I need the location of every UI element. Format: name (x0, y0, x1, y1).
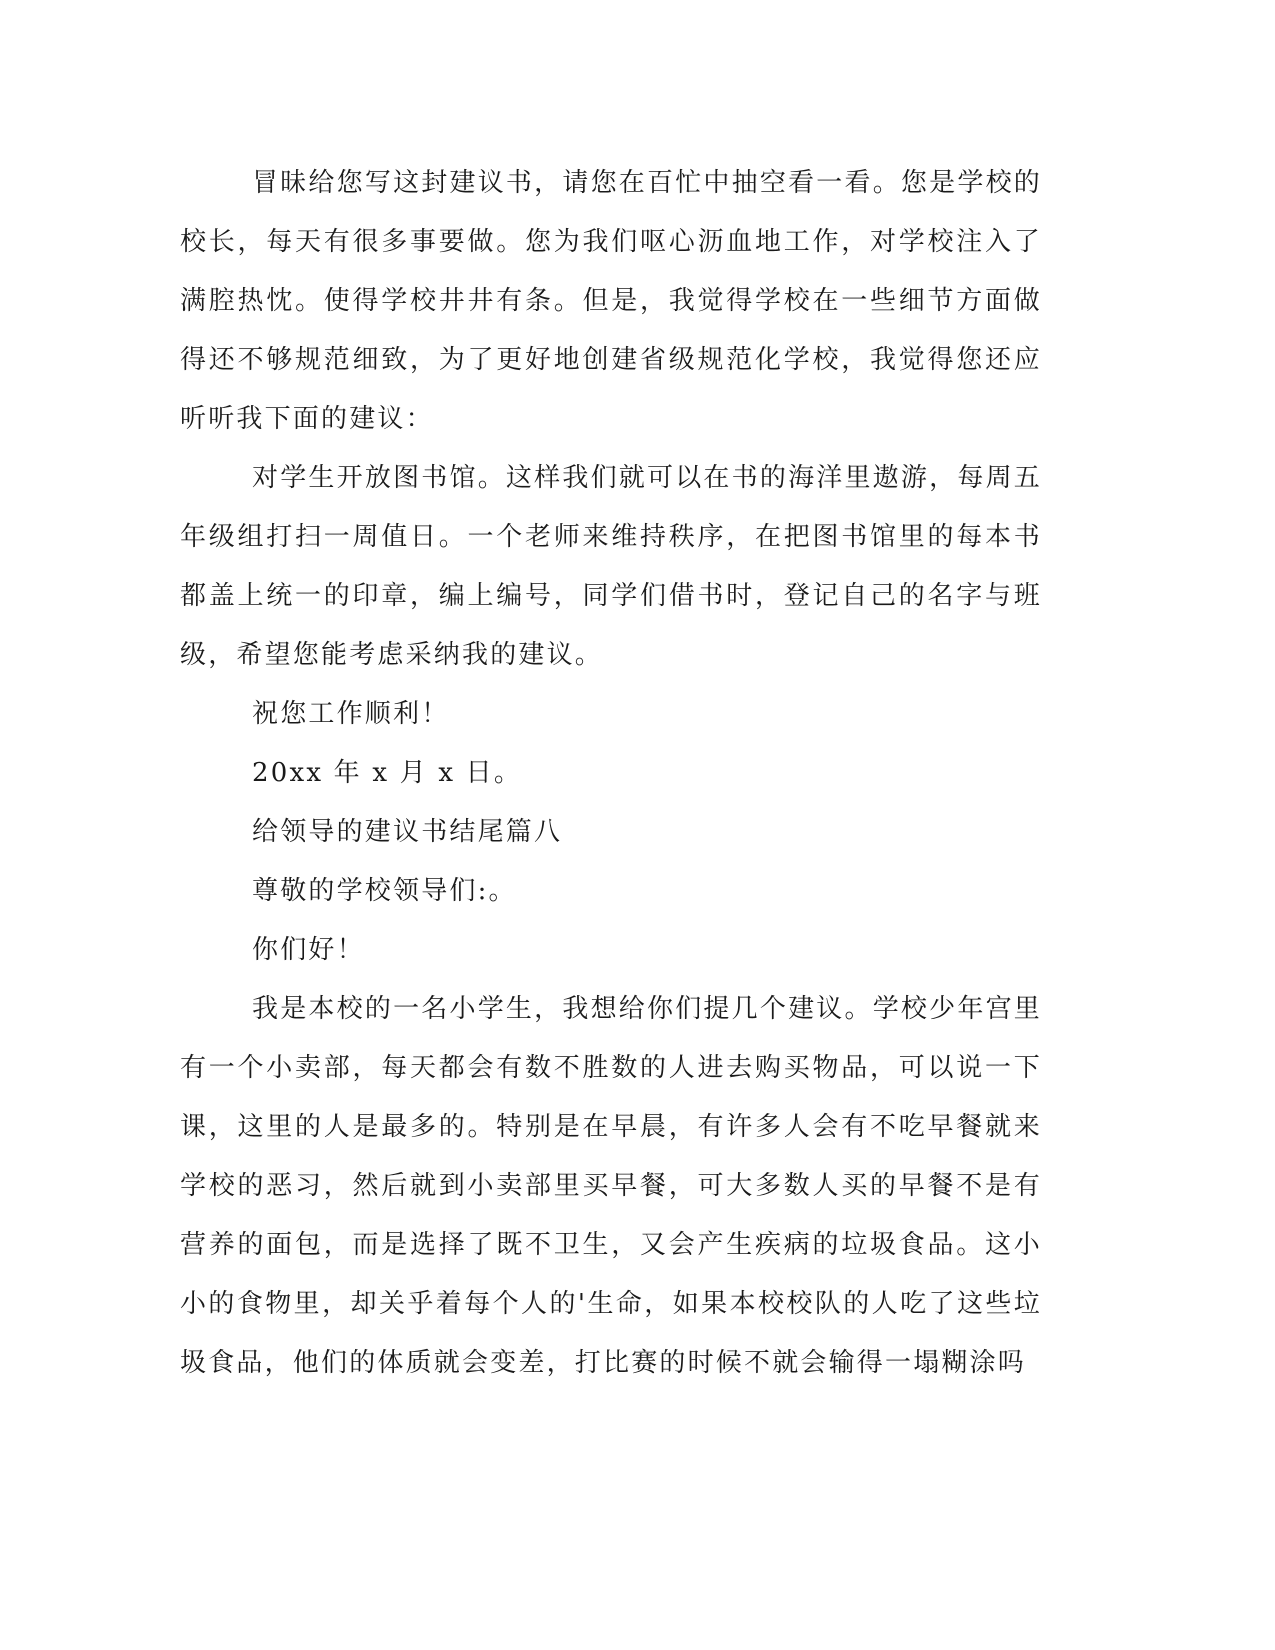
body-paragraph: 冒昧给您写这封建议书，请您在百忙中抽空看一看。您是学校的校长，每天有很多事要做。您为我们呕心沥血地工作，对学校注入了满腔热忱。使得学校井井有条。但是，我觉得学校在一些细节方面做得还不够规范细致，为了更好地创建省级规范化学校，我觉得您还应听听我下面的建议： (180, 168, 1042, 434)
closing-line: 祝您工作顺利！ (252, 699, 450, 729)
body-paragraph: 我是本校的一名小学生，我想给你们提几个建议。学校少年宫里有一个小卖部，每天都会有数不胜数的人进去购买物品，可以说一下课，这里的人是最多的。特别是在早晨，有许多人会有不吃早餐就来学校的恶习，然后就到小卖部里买早餐，可大多数人买的早餐不是有营养的面包，而是选择了既不卫生，又会产生疾病的垃圾食品。这小小的食物里，却关乎着每个人的'生命，如果本校校队的人吃了这些垃圾食品，他们的体质就会变差，打比赛的时候不就会输得一塌糊涂吗 (180, 994, 1042, 1378)
salutation-line: 尊敬的学校领导们:。 (252, 876, 517, 906)
section-title: 给领导的建议书结尾篇八 (252, 817, 563, 847)
greeting-line: 你们好！ (252, 935, 365, 965)
date-line: 20xx 年 x 月 x 日。 (252, 758, 523, 788)
document-body (180, 154, 1042, 1393)
body-paragraph: 对学生开放图书馆。这样我们就可以在书的海洋里遨游，每周五年级组打扫一周值日。一个老师来维持秩序，在把图书馆里的每本书都盖上统一的印章，编上编号，同学们借书时，登记自己的名字与班级，希望您能考虑采纳我的建议。 (180, 463, 1042, 670)
